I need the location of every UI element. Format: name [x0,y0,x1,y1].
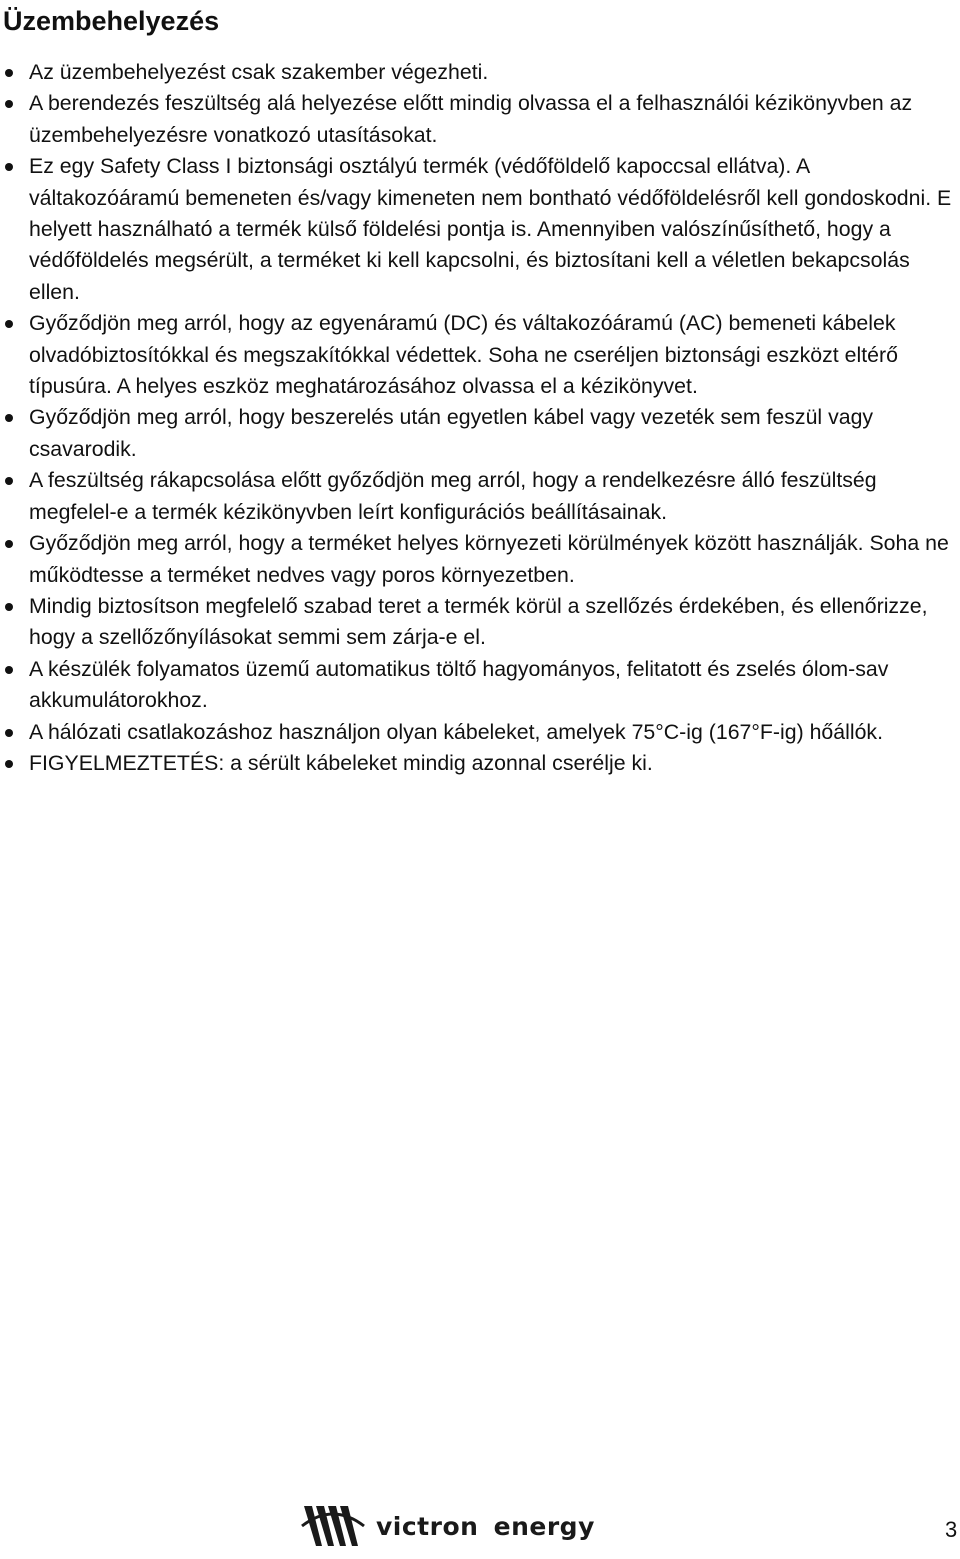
list-item: Mindig biztosítson megfelelő szabad teret a termék körül a szellőzés érdekében, és ellenőrizze, hogy a szellőzőnyílásokat semmi sem zárja-e el. [3,591,958,654]
list-item: Ez egy Safety Class I biztonsági osztályú termék (védőföldelő kapoccsal ellátva). A váltakozóáramú bemeneten és/vagy kimeneten nem bontható védőföldelésről kell gondoskodni. E helyett használható a termék külső földelési pontja is. Amennyiben valószínűsíthető, hogy a védőföldelés megsérült, a terméket ki kell kapcsolni, és biztosítani kell a véletlen bekapcsolás ellen. [3,151,958,308]
page-title: Üzembehelyezés [3,6,220,36]
victron-logo-icon [298,1500,368,1552]
list-item: A hálózati csatlakozáshoz használjon olyan kábeleket, amelyek 75°C-ig (167°F-ig) hőállók. [3,717,958,748]
list-item: A feszültség rákapcsolása előtt győződjön meg arról, hogy a rendelkezésre álló feszültség megfelel-e a termék kézikönyvben leírt konfigurációs beállításainak. [3,465,958,528]
list-item: Győződjön meg arról, hogy az egyenáramú (DC) és váltakozóáramú (AC) bemeneti kábelek olvadóbiztosítókkal és megszakítókkal védettek. Soha ne cseréljen biztonsági eszközt eltérő típusúra. A helyes eszköz meghatározásához olvassa el a kézikönyvet. [3,308,958,402]
footer-logo [298,1500,595,1552]
list-item: FIGYELMEZTETÉS: a sérült kábeleket mindig azonnal cserélje ki. [3,748,958,779]
list-item: Az üzembehelyezést csak szakember végezheti. [3,57,958,88]
list-item: A készülék folyamatos üzemű automatikus töltő hagyományos, felitatott és zselés ólom-sav akkumulátorokhoz. [3,654,958,717]
list-item: Győződjön meg arról, hogy a terméket helyes környezeti körülmények között használják. Soha ne működtesse a terméket nedves vagy poros környezetben. [3,528,958,591]
list-item: Győződjön meg arról, hogy beszerelés után egyetlen kábel vagy vezeték sem feszül vagy csavarodik. [3,402,958,465]
safety-instructions-list [3,57,958,779]
list-item: A berendezés feszültség alá helyezése előtt mindig olvassa el a felhasználói kézikönyvben az üzembehelyezésre vonatkozó utasításokat. [3,88,958,151]
brand-name: victron energy [376,1511,595,1541]
page-number: 3 [945,1517,958,1542]
